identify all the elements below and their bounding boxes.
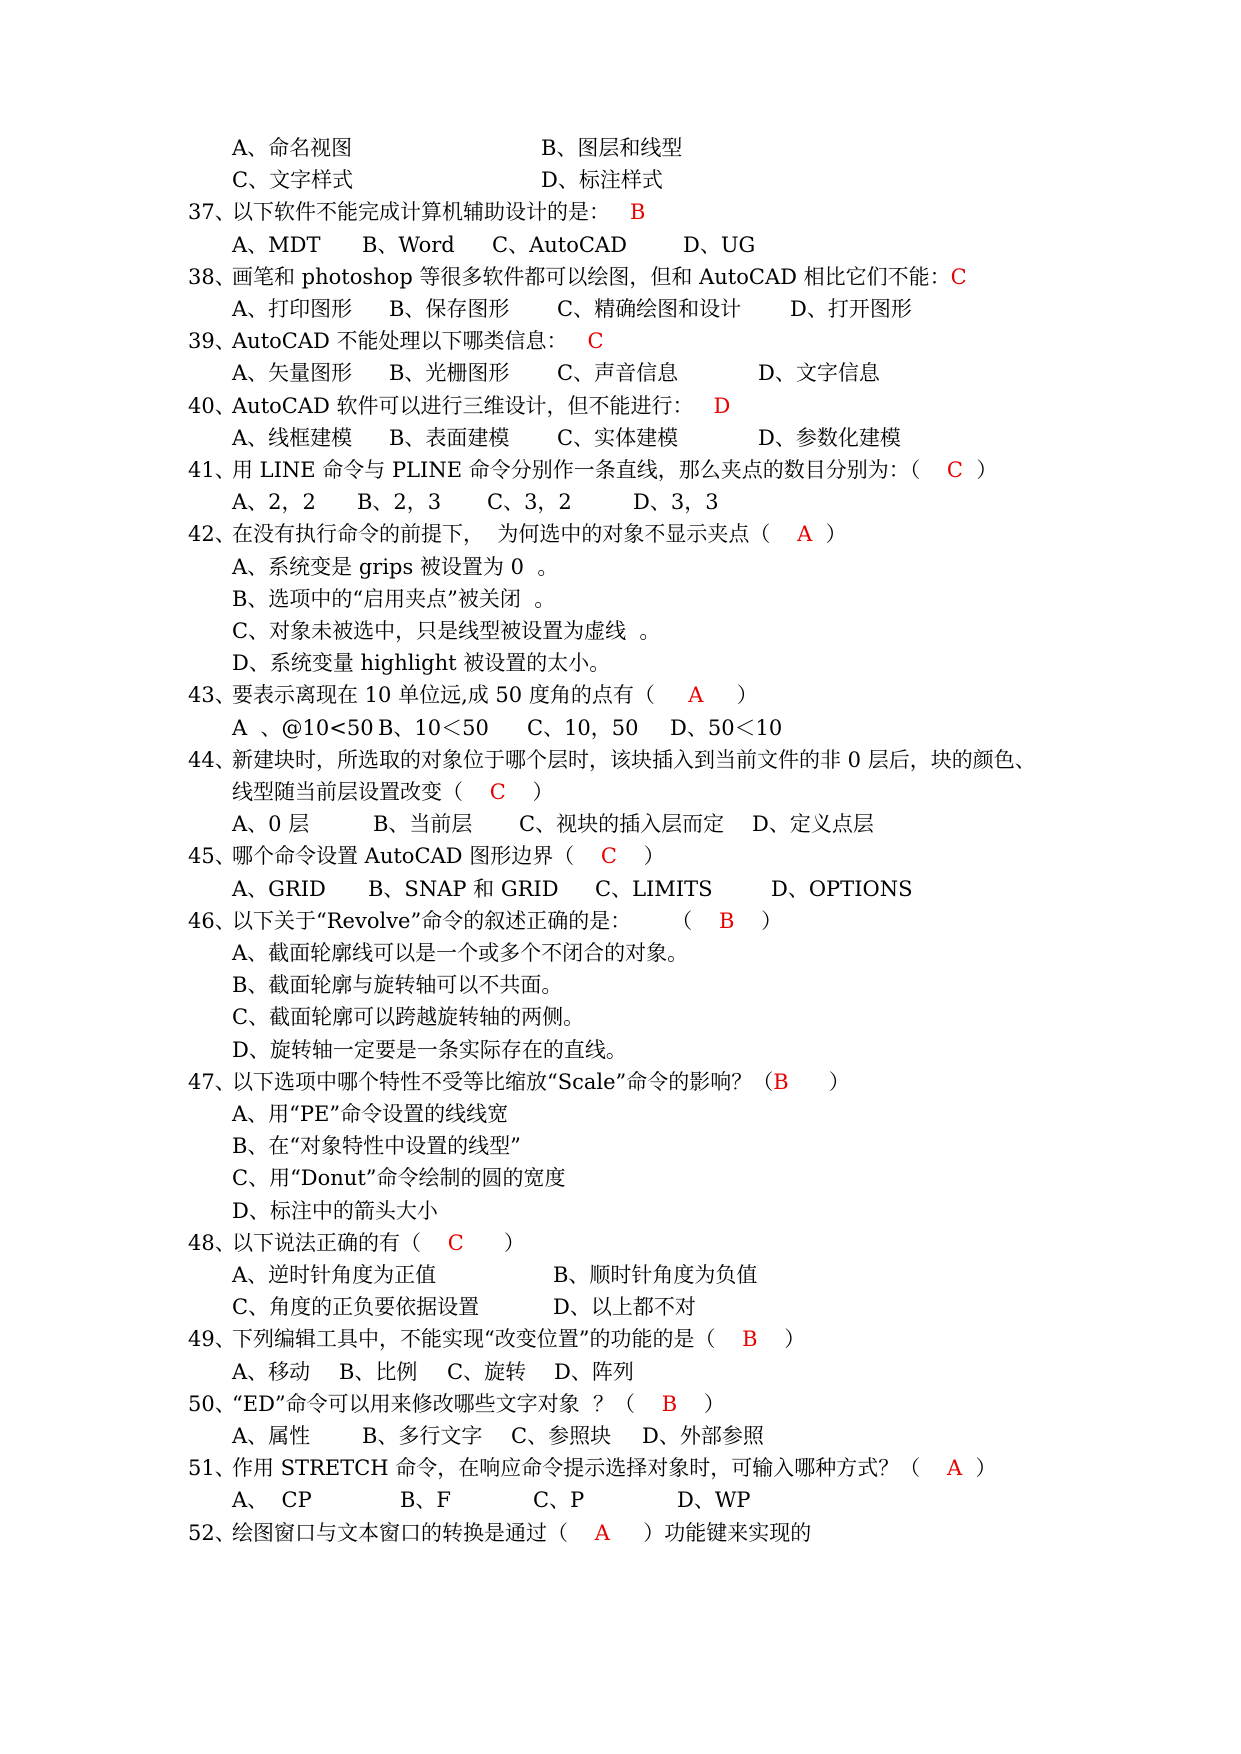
answer-letter: B bbox=[773, 1069, 789, 1094]
answer-letter: C bbox=[587, 329, 604, 354]
option-text: D、系统变量 highlight 被设置的太小。 bbox=[232, 651, 611, 676]
option-text: C、用“Donut”命令绘制的圆的宽度 bbox=[232, 1166, 566, 1191]
option-text: D、打开图形 bbox=[790, 297, 912, 321]
question-text bbox=[232, 1517, 811, 1550]
option-text: D、以上都不对 bbox=[553, 1295, 696, 1320]
question-text bbox=[232, 325, 604, 358]
answer-letter: A bbox=[946, 1456, 963, 1481]
question-number: 52、 bbox=[188, 1520, 236, 1545]
option-text: C、参照块 bbox=[511, 1424, 612, 1448]
question-text-part: ） bbox=[812, 522, 847, 547]
option-text: C、旋转 bbox=[447, 1359, 527, 1384]
option-text: D、参数化建模 bbox=[758, 425, 901, 450]
question-text-part: AutoCAD 软件可以进行三维设计，但不能进行： bbox=[232, 393, 714, 418]
question-number: 41、 bbox=[188, 458, 236, 482]
option-text: D、50＜10 bbox=[670, 715, 783, 740]
question-text-part: 绘图窗口与文本窗口的转换是通过（ bbox=[232, 1520, 595, 1545]
question-number: 51、 bbox=[188, 1456, 236, 1481]
question-text-part: 要表示离现在 10 单位远,成 50 度角的点有（ bbox=[232, 683, 689, 708]
answer-letter: C bbox=[946, 458, 963, 482]
question-text bbox=[232, 1066, 850, 1099]
option-text: D、UG bbox=[683, 232, 756, 257]
question-number: 49、 bbox=[188, 1327, 236, 1352]
question-number: 46、 bbox=[188, 908, 236, 933]
option-text: D、外部参照 bbox=[642, 1424, 764, 1448]
option-text: B、截面轮廓与旋转轴可以不共面。 bbox=[232, 973, 563, 998]
question-text-part: 以下关于“Revolve”命令的叙述正确的是： （ bbox=[232, 908, 719, 933]
answer-letter: B bbox=[718, 908, 735, 933]
answer-letter: A bbox=[594, 1520, 610, 1545]
question-text bbox=[232, 196, 645, 229]
question-text bbox=[232, 518, 847, 551]
question-text-part: ） bbox=[734, 908, 783, 933]
answer-letter: A bbox=[688, 683, 704, 708]
option-text: D、OPTIONS bbox=[771, 876, 913, 901]
question-text bbox=[232, 744, 1036, 777]
option-text: B、表面建模 bbox=[389, 425, 510, 450]
question-number: 44、 bbox=[188, 747, 236, 772]
option-text: C、文字样式 bbox=[232, 168, 354, 193]
question-text-part: 画笔和 photoshop 等很多软件都可以绘图，但和 AutoCAD 相比它们不能： bbox=[232, 264, 951, 289]
option-text: B、F bbox=[400, 1488, 452, 1513]
option-text: C、截面轮廓可以跨越旋转轴的两侧。 bbox=[232, 1005, 585, 1030]
answer-letter: B bbox=[742, 1327, 758, 1352]
option-text: C、10，50 bbox=[527, 715, 639, 740]
option-text: B、2，3 bbox=[357, 490, 442, 515]
question-text-part: ） bbox=[788, 1069, 850, 1094]
option-text: B、SNAP 和 GRID bbox=[368, 876, 559, 901]
question-number: 37、 bbox=[188, 200, 236, 225]
question-number: 39、 bbox=[188, 329, 236, 354]
question-text-part: ） bbox=[757, 1327, 806, 1352]
question-text-part: 新建块时，所选取的对象位于哪个层时，该块插入到当前文件的非 0 层后，块的颜色、 bbox=[232, 747, 1036, 772]
option-text: D、定义点层 bbox=[752, 812, 874, 837]
option-text: A、移动 bbox=[232, 1359, 311, 1384]
option-text: D、文字信息 bbox=[758, 361, 880, 386]
question-text-part: ） bbox=[616, 844, 665, 869]
option-text: D、阵列 bbox=[554, 1359, 634, 1384]
option-text: A 、@10<50 bbox=[232, 715, 374, 740]
option-text: B、当前层 bbox=[373, 812, 473, 837]
question-text-part: 以下软件不能完成计算机辅助设计的是： bbox=[232, 200, 631, 225]
question-text-part: 作用 STRETCH 命令，在响应命令提示选择对象时，可输入哪种方式？（ bbox=[232, 1456, 947, 1481]
option-text: B、多行文字 bbox=[362, 1424, 483, 1448]
question-number: 42、 bbox=[188, 522, 236, 547]
question-text-part: 下列编辑工具中，不能实现“改变位置”的功能的是（ bbox=[232, 1327, 743, 1352]
option-text: A、打印图形 bbox=[232, 297, 353, 321]
option-text: A、截面轮廓线可以是一个或多个不闭合的对象。 bbox=[232, 941, 689, 965]
question-text bbox=[232, 454, 997, 487]
option-text: B、图层和线型 bbox=[541, 136, 683, 160]
option-text: C、角度的正负要依据设置 bbox=[232, 1295, 480, 1320]
question-text-part: ） bbox=[463, 1230, 525, 1255]
answer-letter: C bbox=[600, 844, 617, 869]
question-text bbox=[232, 1388, 725, 1421]
question-text bbox=[232, 1323, 805, 1356]
question-text-part: ） bbox=[963, 458, 998, 482]
option-text: A、GRID bbox=[232, 876, 326, 901]
option-text: B、10＜50 bbox=[378, 715, 489, 740]
option-text: B、选项中的“启用夹点”被关闭 。 bbox=[232, 586, 556, 611]
question-text bbox=[232, 840, 665, 873]
option-text: A、用“PE”命令设置的线线宽 bbox=[232, 1102, 509, 1126]
question-number: 43、 bbox=[188, 683, 236, 708]
question-number: 50、 bbox=[188, 1391, 236, 1416]
option-text: B、保存图形 bbox=[389, 297, 510, 321]
question-text-part: “ED”命令可以用来修改哪些文字对象 ？（ bbox=[232, 1391, 662, 1416]
option-text: D、标注样式 bbox=[541, 168, 663, 193]
option-text: A、系统变是 grips 被设置为 0 。 bbox=[232, 554, 559, 579]
question-text-part: 在没有执行命令的前提下， 为何选中的对象不显示夹点（ bbox=[232, 522, 798, 547]
option-text: D、3，3 bbox=[633, 490, 719, 515]
question-number: 48、 bbox=[188, 1230, 236, 1255]
option-text: C、视块的插入层而定 bbox=[519, 812, 725, 837]
question-text-part: ） bbox=[677, 1391, 725, 1416]
question-text-part: 哪个命令设置 AutoCAD 图形边界（ bbox=[232, 844, 601, 869]
option-text: C、P bbox=[533, 1488, 585, 1513]
option-text: A、MDT bbox=[232, 232, 321, 257]
option-text: C、声音信息 bbox=[557, 361, 679, 386]
option-text: B、光栅图形 bbox=[389, 361, 510, 386]
option-text: A、线框建模 bbox=[232, 425, 353, 450]
option-text: C、AutoCAD bbox=[492, 232, 627, 257]
question-number: 38、 bbox=[188, 264, 236, 289]
option-text: B、顺时针角度为负值 bbox=[553, 1263, 758, 1287]
option-text: 线型随当前层设置改变（ C ） bbox=[232, 780, 554, 804]
answer-letter: B bbox=[661, 1391, 678, 1416]
option-text: C、3，2 bbox=[487, 490, 572, 515]
option-text: B、比例 bbox=[339, 1359, 418, 1384]
option-text: A、矢量图形 bbox=[232, 361, 353, 386]
option-text: C、精确绘图和设计 bbox=[557, 297, 742, 321]
question-text bbox=[232, 390, 730, 423]
option-text: C、实体建模 bbox=[557, 425, 679, 450]
answer-letter: C bbox=[489, 780, 506, 804]
answer-letter: D bbox=[713, 393, 731, 418]
question-text-part: ） bbox=[962, 1456, 997, 1481]
answer-letter: B bbox=[630, 200, 646, 225]
question-number: 47、 bbox=[188, 1069, 236, 1094]
question-text-part: AutoCAD 不能处理以下哪类信息： bbox=[232, 329, 588, 354]
question-number: 45、 bbox=[188, 844, 236, 869]
question-number: 40、 bbox=[188, 393, 236, 418]
option-text: A、逆时针角度为正值 bbox=[232, 1263, 437, 1287]
option-text: B、Word bbox=[362, 232, 455, 257]
answer-letter: A bbox=[797, 522, 813, 547]
question-text-part: ） bbox=[703, 683, 758, 708]
option-text: C、对象未被选中，只是线型被设置为虚线 。 bbox=[232, 619, 661, 643]
question-text-part: 以下说法正确的有（ bbox=[232, 1230, 448, 1255]
option-text: A、 CP bbox=[232, 1488, 312, 1513]
option-text: D、WP bbox=[677, 1488, 751, 1513]
question-text bbox=[232, 1452, 997, 1485]
option-text: D、标注中的箭头大小 bbox=[232, 1198, 438, 1223]
option-text: B、在“对象特性中设置的线型” bbox=[232, 1134, 521, 1159]
option-text: C、LIMITS bbox=[595, 876, 713, 901]
question-text bbox=[232, 261, 967, 294]
question-text-part: 以下选项中哪个特性不受等比缩放“Scale”命令的影响？（ bbox=[232, 1069, 774, 1094]
question-text-part: ）功能键来实现的 bbox=[609, 1520, 812, 1545]
question-text-part: ） bbox=[505, 780, 554, 804]
option-text: D、旋转轴一定要是一条实际存在的直线。 bbox=[232, 1037, 627, 1062]
option-text: A、命名视图 bbox=[232, 136, 353, 160]
option-text: A、属性 bbox=[232, 1424, 311, 1448]
option-text: A、2，2 bbox=[232, 490, 316, 515]
option-text: A、0 层 bbox=[232, 812, 310, 837]
answer-letter: C bbox=[447, 1230, 464, 1255]
question-text bbox=[232, 905, 782, 938]
question-text bbox=[232, 679, 758, 712]
answer-letter: C bbox=[950, 264, 967, 289]
question-text-part: 用 LINE 命令与 PLINE 命令分别作一条直线，那么夹点的数目分别为：（ bbox=[232, 458, 947, 482]
question-text bbox=[232, 1227, 525, 1260]
